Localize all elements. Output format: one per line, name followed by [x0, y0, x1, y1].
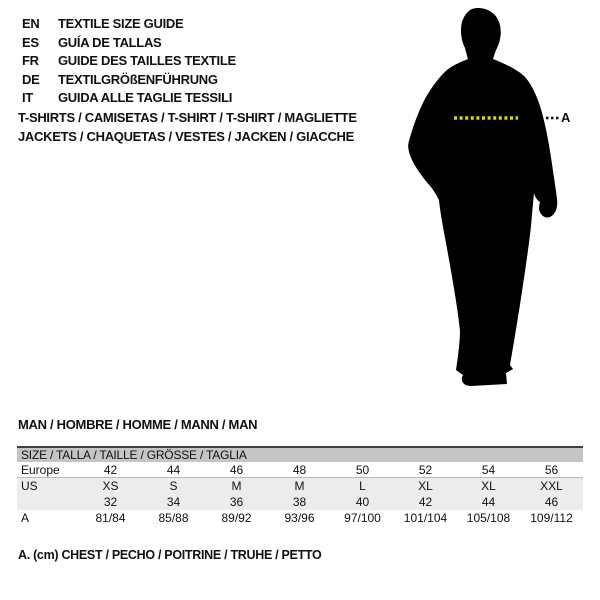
row-label: A [21, 511, 30, 525]
row-label: US [21, 479, 38, 493]
table-row-chest-a [17, 510, 583, 526]
size-value: 48 [292, 463, 307, 477]
table-row-us [17, 478, 583, 494]
size-value: S [169, 479, 178, 493]
size-value: 81/84 [95, 511, 126, 525]
language-title: GUÍA DE TALLAS [58, 34, 162, 50]
size-value: 32 [103, 495, 118, 509]
language-code: IT [22, 90, 33, 105]
man-silhouette-shape [408, 8, 557, 386]
size-value: XS [102, 479, 119, 493]
size-value: 89/92 [221, 511, 252, 525]
size-value: 93/96 [284, 511, 315, 525]
size-value: 46 [229, 463, 244, 477]
size-value: XL [418, 479, 433, 493]
size-value: 54 [481, 463, 496, 477]
size-value: 44 [166, 463, 181, 477]
size-value: 105/108 [466, 511, 511, 525]
table-row-europe [17, 462, 583, 478]
size-value: L [359, 479, 366, 493]
size-value: 101/104 [403, 511, 448, 525]
size-value: 46 [544, 495, 559, 509]
size-value: 44 [481, 495, 496, 509]
size-value: 52 [418, 463, 433, 477]
size-value: 38 [292, 495, 307, 509]
language-code: ES [22, 34, 39, 50]
language-title: TEXTILE SIZE GUIDE [58, 16, 184, 31]
size-value: M [231, 479, 242, 493]
language-code: FR [22, 53, 39, 68]
size-value: 42 [418, 495, 433, 509]
size-value: 50 [355, 463, 370, 477]
table-row-numeric [17, 494, 583, 510]
row-label: Europe [21, 463, 60, 477]
size-value: M [294, 479, 305, 493]
measurement-label-a: A [561, 110, 571, 125]
size-value: 42 [103, 463, 118, 477]
language-title: GUIDE DES TAILLES TEXTILE [58, 53, 236, 68]
category-jackets: JACKETS / CHAQUETAS / VESTES / JACKEN / GIACCHE [18, 129, 354, 144]
size-table-header: SIZE / TALLA / TAILLE / GRÖSSE / TAGLIA [17, 448, 583, 462]
size-table [17, 446, 583, 526]
language-title: GUIDA ALLE TAGLIE TESSILI [58, 90, 233, 105]
size-value: XL [481, 479, 496, 493]
size-value: XXL [540, 479, 563, 493]
category-tshirts: T-SHIRTS / CAMISETAS / T-SHIRT / T-SHIRT / MAGLIETTE [18, 110, 357, 125]
language-code: DE [22, 71, 40, 87]
size-value: 36 [229, 495, 244, 509]
size-value: 97/100 [344, 511, 381, 525]
row-label [17, 494, 79, 510]
language-title: TEXTILGRÖßENFÜHRUNG [58, 71, 218, 87]
size-value: 85/88 [158, 511, 189, 525]
size-value: 56 [544, 463, 559, 477]
size-value: 109/112 [530, 511, 573, 525]
size-value: 40 [355, 495, 370, 509]
size-value: 34 [166, 495, 181, 509]
measurement-footnote: A. (cm) CHEST / PECHO / POITRINE / TRUHE / PETTO [18, 548, 322, 562]
section-title: MAN / HOMBRE / HOMME / MANN / MAN [18, 417, 258, 432]
language-code: EN [22, 16, 40, 31]
